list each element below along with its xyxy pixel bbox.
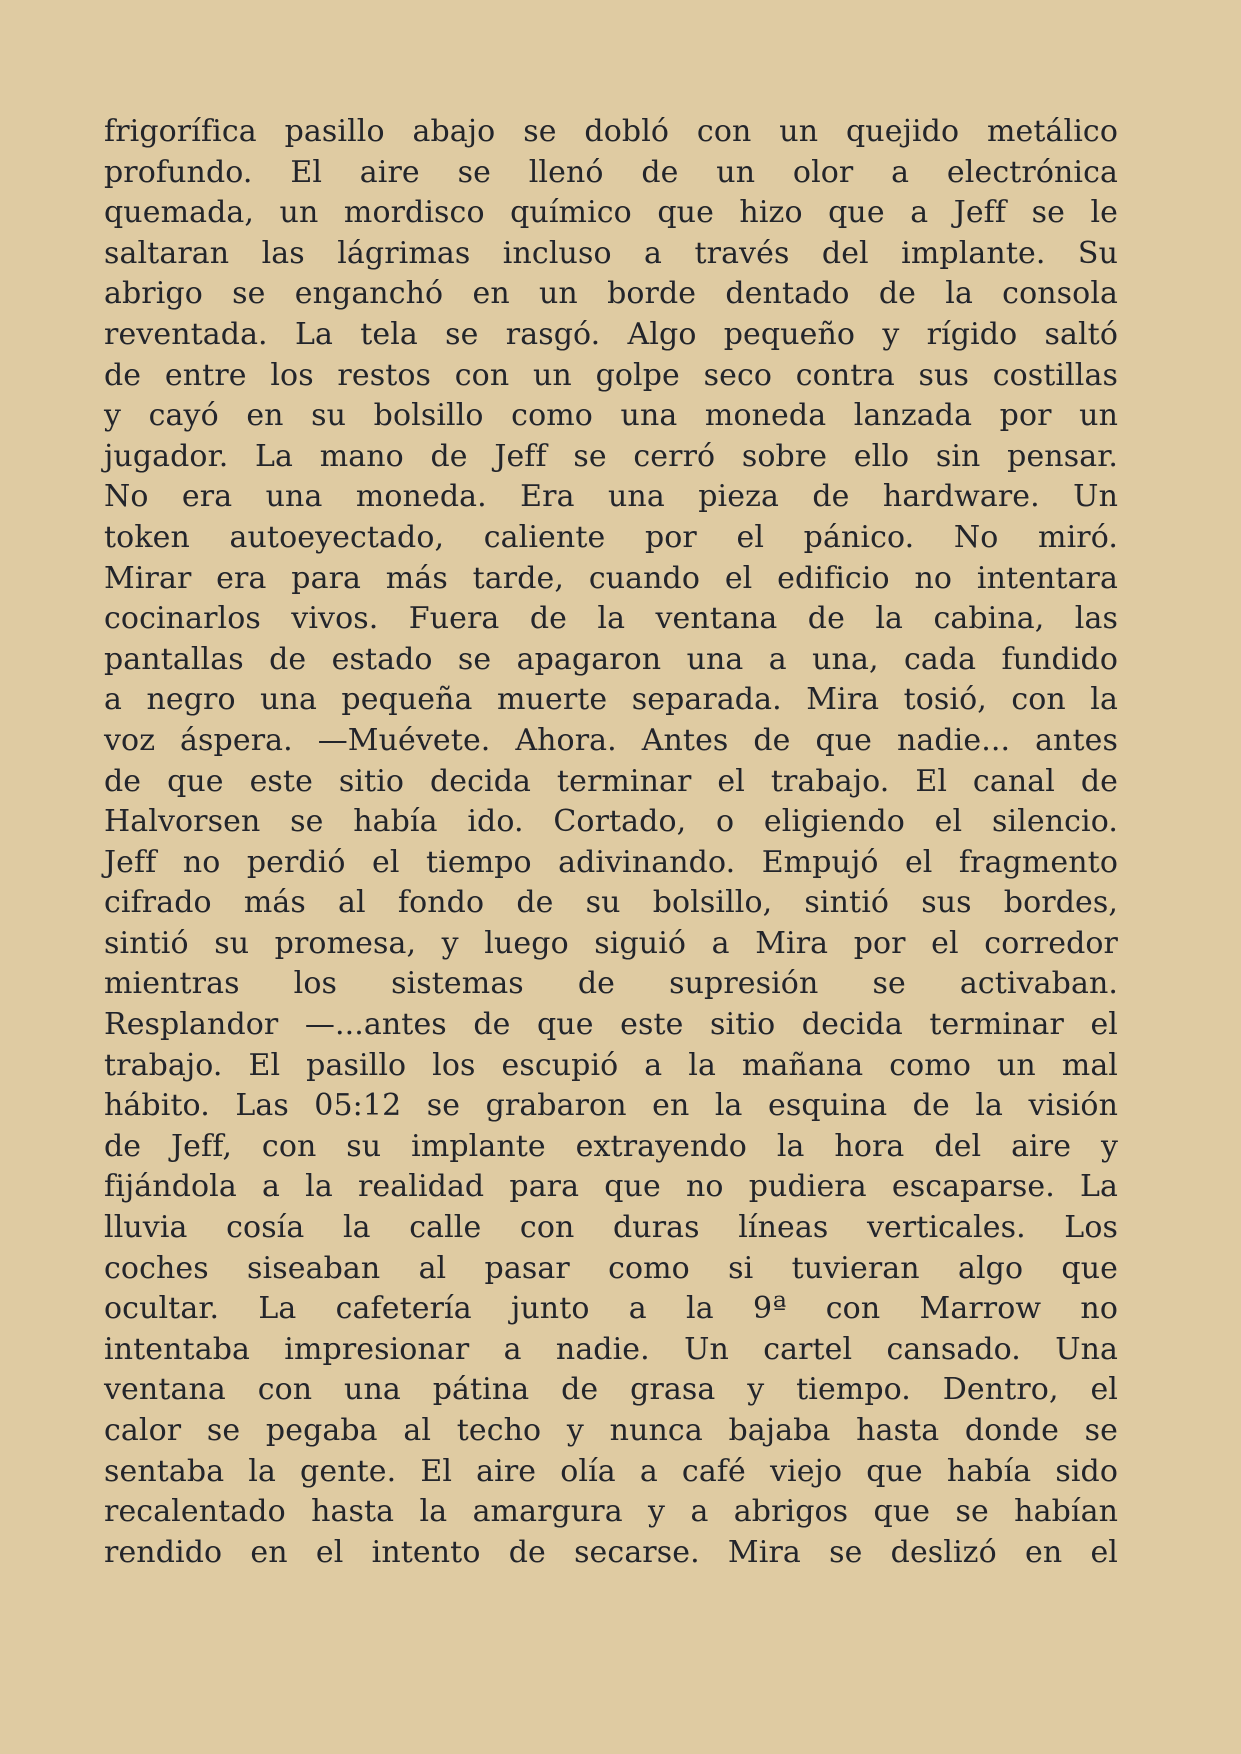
text-line: coches siseaban al pasar como si tuvieran algo que [104,1250,1118,1286]
text-line: quemada, un mordisco químico que hizo que a Jeff se le [104,195,1118,231]
text-line: de Jeff, con su implante extrayendo la hora del aire y [104,1128,1118,1164]
text-line: Halvorsen se había ido. Cortado, o eligiendo el silencio. [104,804,1118,840]
text-line: sentaba la gente. El aire olía a café viejo que había sido [104,1453,1118,1489]
text-line: Mirar era para más tarde, cuando el edificio no intentara [104,560,1118,596]
text-line: saltaran las lágrimas incluso a través del implante. Su [104,235,1118,271]
text-line: mientras los sistemas de supresión se activaban. [104,966,1118,1002]
text-line: jugador. La mano de Jeff se cerró sobre ello sin pensar. [104,438,1118,474]
text-line: ocultar. La cafetería junto a la 9ª con Marrow no [104,1291,1118,1327]
text-line: recalentado hasta la amargura y a abrigos que se habían [104,1494,1118,1530]
text-line: sintió su promesa, y luego siguió a Mira por el corredor [104,925,1118,961]
text-line: Resplandor —...antes de que este sitio decida terminar el [104,1007,1118,1043]
text-line: token autoeyectado, caliente por el pánico. No miró. [104,519,1118,555]
text-line: a negro una pequeña muerte separada. Mira tosió, con la [104,682,1118,718]
text-line: frigorífica pasillo abajo se dobló con un quejido metálico [104,114,1118,149]
text-line: Jeff no perdió el tiempo adivinando. Empujó el fragmento [104,844,1118,880]
text-line: ventana con una pátina de grasa y tiempo. Dentro, el [104,1372,1118,1408]
text-line: rendido en el intento de secarse. Mira se deslizó en el [104,1534,1118,1570]
body-text [104,112,1118,1573]
text-line: de que este sitio decida terminar el trabajo. El canal de [104,763,1118,799]
text-line: lluvia cosía la calle con duras líneas verticales. Los [104,1210,1118,1246]
text-line: voz áspera. —Muévete. Ahora. Antes de que nadie... antes [104,722,1118,758]
text-line: No era una moneda. Era una pieza de hardware. Un [104,479,1118,515]
text-line: intentaba impresionar a nadie. Un cartel cansado. Una [104,1331,1118,1367]
text-line: abrigo se enganchó en un borde dentado de la consola [104,276,1118,312]
text-line: profundo. El aire se llenó de un olor a electrónica [104,154,1118,190]
text-line: reventada. La tela se rasgó. Algo pequeño y rígido saltó [104,316,1118,352]
text-line: cocinarlos vivos. Fuera de la ventana de la cabina, las [104,601,1118,637]
text-line: y cayó en su bolsillo como una moneda lanzada por un [104,398,1118,434]
text-line: de entre los restos con un golpe seco contra sus costillas [104,357,1118,393]
text-line: pantallas de estado se apagaron una a una, cada fundido [104,641,1118,677]
text-line: calor se pegaba al techo y nunca bajaba hasta donde se [104,1413,1118,1448]
text-line: trabajo. El pasillo los escupió a la mañana como un mal [104,1047,1118,1083]
text-line: cifrado más al fondo de su bolsillo, sintió sus bordes, [104,885,1118,921]
text-line: hábito. Las 05:12 se grabaron en la esquina de la visión [104,1088,1118,1124]
text-line: fijándola a la realidad para que no pudiera escaparse. La [104,1169,1118,1205]
